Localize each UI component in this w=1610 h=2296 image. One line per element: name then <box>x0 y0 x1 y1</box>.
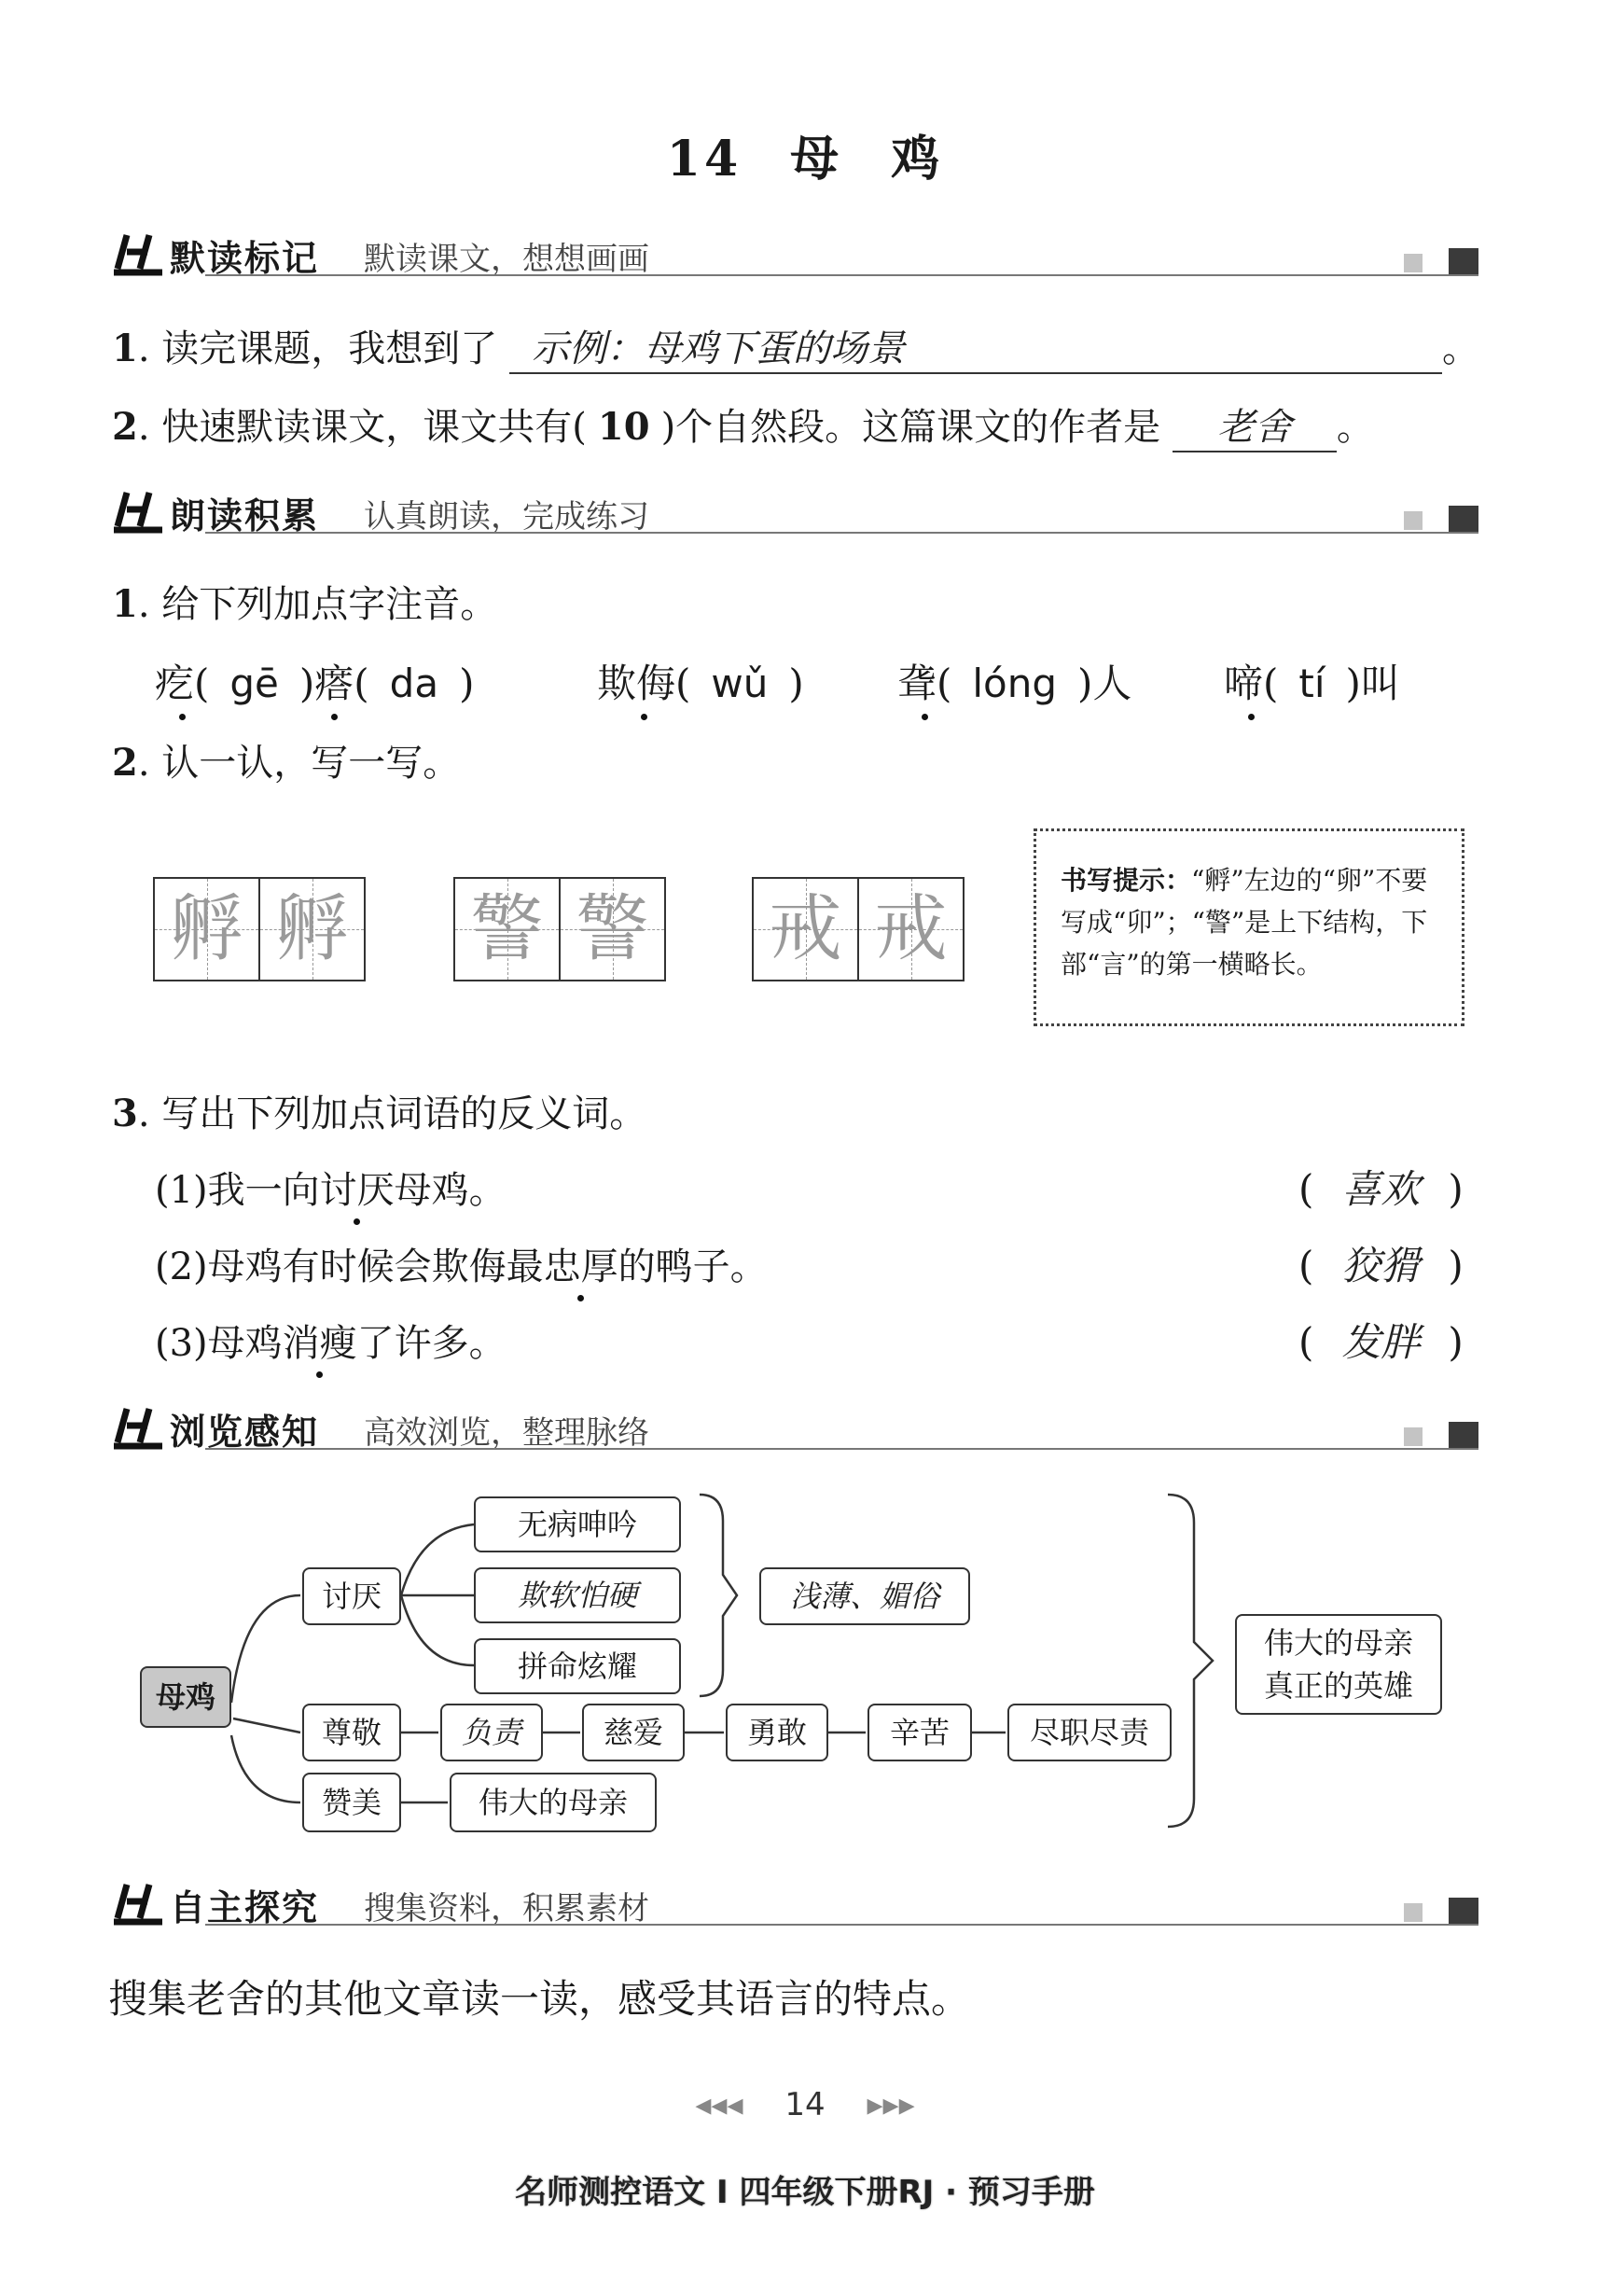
final-line-1: 伟大的母亲 <box>1263 1625 1413 1661</box>
line-dislike-3 <box>401 1595 474 1665</box>
item-text: 母鸡。 <box>394 1169 507 1212</box>
section-decor-light <box>1404 254 1423 272</box>
section-decor-dark <box>1449 1898 1478 1924</box>
mindmap-root: 母鸡 <box>140 1666 231 1728</box>
mindmap-d3: 拼命炫耀 <box>474 1638 681 1694</box>
question-1-2: 2. 快速默读课文，课文共有( 10 )个自然段。这篇课文的作者是 老舍 。 <box>112 397 1374 452</box>
explore-task: 搜集老舍的其他文章读一读，感受其语言的特点。 <box>108 1976 971 2022</box>
section-desc: 默读课文，想想画画 <box>364 241 649 278</box>
item-number: (2) <box>155 1245 208 1288</box>
h-logo-icon <box>112 1401 166 1450</box>
brace-right <box>1168 1495 1213 1827</box>
mindmap-r4: 辛苦 <box>867 1704 972 1761</box>
mindmap-r3: 勇敢 <box>726 1704 828 1761</box>
q-end: 。 <box>1336 406 1374 449</box>
pinyin-answer: lóng <box>972 661 1058 706</box>
pinyin-answer: gē <box>229 661 279 706</box>
answer: 狡猾 <box>1341 1243 1421 1288</box>
section-decor-light <box>1404 1427 1423 1446</box>
title-word-2: 鸡 <box>891 131 944 188</box>
paren: ) <box>459 661 475 706</box>
paren: ) <box>1448 1243 1464 1288</box>
antonym-item-2 <box>155 1237 768 1290</box>
q-number: 2 <box>112 405 138 449</box>
book-title-footer: 名师测控语文 I 四年级下册RJ · 预习手册 <box>515 2174 1095 2211</box>
q-number: 2 <box>112 741 138 785</box>
antonym-answer-3 <box>1298 1312 1464 1368</box>
item-text: 了许多。 <box>356 1322 507 1365</box>
paren: )人 <box>1077 661 1132 706</box>
mindmap-final <box>1235 1614 1442 1715</box>
paren: ) <box>788 661 804 706</box>
pinyin-char: 欺侮( <box>597 653 690 709</box>
section-header-browse <box>112 1399 1478 1455</box>
antonym-answer-2 <box>1298 1235 1464 1291</box>
writing-grid-jie <box>752 877 965 981</box>
prev-arrows-icon: ◂◂◂ <box>695 2086 743 2123</box>
antonym-item-1 <box>155 1161 507 1214</box>
section-decor-dark <box>1449 506 1478 532</box>
q-text: 认一认，写一写。 <box>161 742 461 785</box>
page-number: 14 <box>784 2086 826 2123</box>
section-decor-light <box>1404 511 1423 530</box>
section-name: 自主探究 <box>170 1887 320 1928</box>
q1-answer-blank: 示例：母鸡下蛋的场景 <box>509 319 1442 374</box>
question-2-2: 2. 认一认，写一写。 <box>112 741 461 785</box>
pinyin-item-3 <box>897 653 1131 709</box>
title-word-1: 母 <box>790 131 843 188</box>
q-end: 。 <box>1442 327 1479 370</box>
writing-grid-fu <box>153 877 366 981</box>
section-decor-dark <box>1449 1422 1478 1448</box>
section-rule <box>205 1924 1478 1926</box>
h-logo-icon <box>112 485 166 534</box>
author-answer: 老舍 <box>1173 397 1337 452</box>
q-text: 给下列加点字注音。 <box>161 583 498 626</box>
section-name: 朗读积累 <box>170 495 320 536</box>
q-text: 快速默读课文，课文共有( <box>161 406 587 449</box>
pinyin-char: 疙( <box>155 653 209 709</box>
pinyin-char: )瘩( <box>299 653 369 709</box>
section-rule <box>205 1448 1478 1450</box>
item-number: (1) <box>155 1169 208 1212</box>
writing-tip-box <box>1034 828 1464 1026</box>
page-title <box>0 119 1610 189</box>
q-number: 1 <box>112 582 138 626</box>
question-2-3: 3. 写出下列加点词语的反义词。 <box>112 1092 647 1135</box>
antonym-item-3 <box>155 1314 507 1367</box>
paren: ) <box>1448 1319 1464 1365</box>
mindmap-r5: 尽职尽责 <box>1007 1704 1172 1761</box>
pinyin-item-4 <box>1224 653 1400 709</box>
section-desc: 搜集资料，积累素材 <box>364 1890 649 1927</box>
mindmap-r2: 慈爱 <box>582 1704 685 1761</box>
h-logo-icon <box>112 228 166 276</box>
paren: ( <box>1298 1166 1314 1212</box>
grid-char: 警 <box>559 879 664 980</box>
section-rule <box>205 532 1478 534</box>
writing-grid-jing <box>453 877 666 981</box>
item-text: 母鸡 <box>207 1322 283 1365</box>
mindmap-p1: 伟大的母亲 <box>450 1773 657 1832</box>
paren: ) <box>1448 1166 1464 1212</box>
mindmap-d2: 欺软怕硬 <box>474 1567 681 1623</box>
grid-char: 警 <box>455 879 559 980</box>
section-desc: 认真朗读，完成练习 <box>364 498 649 536</box>
tip-text: “孵”左边的“卵”不要写成“卯”；“警”是上下结构，下部“言”的第一横略长。 <box>1061 865 1428 980</box>
section-desc: 高效浏览，整理脉络 <box>364 1414 649 1452</box>
section-header-read-aloud <box>112 483 1478 539</box>
antonym-answer-1 <box>1298 1159 1464 1215</box>
section-decor-dark <box>1449 248 1478 274</box>
line-dislike-1 <box>401 1524 474 1595</box>
tip-label: 书写提示： <box>1061 865 1192 896</box>
lesson-number: 14 <box>666 131 743 188</box>
line-root-dislike <box>231 1595 300 1703</box>
q-number: 3 <box>112 1092 138 1135</box>
line-root-respect <box>233 1719 300 1732</box>
page-number-bar <box>0 2086 1610 2123</box>
line-root-praise <box>231 1735 300 1802</box>
pinyin-answer: tí <box>1298 661 1325 706</box>
h-logo-icon <box>112 1877 166 1926</box>
pinyin-answer: da <box>389 661 439 706</box>
paren: ( <box>1298 1319 1314 1365</box>
mindmap-praise: 赞美 <box>302 1773 401 1832</box>
question-1-1: 1. 读完课题，我想到了 示例：母鸡下蛋的场景 。 <box>112 319 1479 374</box>
q-text: 写出下列加点词语的反义词。 <box>161 1092 647 1135</box>
mindmap-d1: 无病呻吟 <box>474 1496 681 1552</box>
pinyin-item-1 <box>155 653 474 709</box>
dotted-word: 讨厌 <box>320 1161 395 1214</box>
pinyin-char: 聋( <box>897 653 951 709</box>
grid-char: 孵 <box>155 879 258 980</box>
grid-char: 孵 <box>258 879 364 980</box>
section-header-silent-reading <box>112 226 1478 282</box>
next-arrows-icon: ▸▸▸ <box>867 2086 915 2123</box>
section-header-explore <box>112 1875 1478 1931</box>
dotted-word: 忠厚 <box>544 1237 618 1290</box>
mindmap-dislike: 讨厌 <box>302 1567 401 1625</box>
dotted-word: 消瘦 <box>283 1314 357 1367</box>
grid-char: 戒 <box>754 879 857 980</box>
item-text: 母鸡有时候会欺侮最 <box>207 1245 544 1288</box>
paren: )叫 <box>1345 661 1400 706</box>
question-2-1: 1. 给下列加点字注音。 <box>112 582 498 626</box>
section-rule <box>205 274 1478 276</box>
final-line-2: 真正的英雄 <box>1263 1668 1413 1704</box>
mindmap-r1: 负责 <box>440 1704 543 1761</box>
brace-dislike <box>700 1495 737 1696</box>
item-text: 的鸭子。 <box>618 1245 768 1288</box>
q-text: 读完课题，我想到了 <box>161 327 498 370</box>
mindmap-d-result: 浅薄、媚俗 <box>759 1567 970 1625</box>
paren: ( <box>1298 1243 1314 1288</box>
section-name: 默读标记 <box>170 238 320 279</box>
pinyin-answer: wǔ <box>711 661 769 706</box>
answer: 发胖 <box>1341 1319 1421 1365</box>
answer: 喜欢 <box>1341 1166 1421 1212</box>
pinyin-char: 啼( <box>1224 653 1278 709</box>
section-decor-light <box>1404 1903 1423 1922</box>
section-name: 浏览感知 <box>170 1412 320 1453</box>
q-number: 1 <box>112 327 138 370</box>
paragraph-count: 10 <box>597 405 650 449</box>
item-number: (3) <box>155 1322 208 1365</box>
q-text: )个自然段。这篇课文的作者是 <box>660 406 1161 449</box>
mindmap-respect: 尊敬 <box>302 1704 401 1761</box>
item-text: 我一向 <box>207 1169 320 1212</box>
grid-char: 戒 <box>857 879 963 980</box>
pinyin-item-2 <box>597 653 804 709</box>
